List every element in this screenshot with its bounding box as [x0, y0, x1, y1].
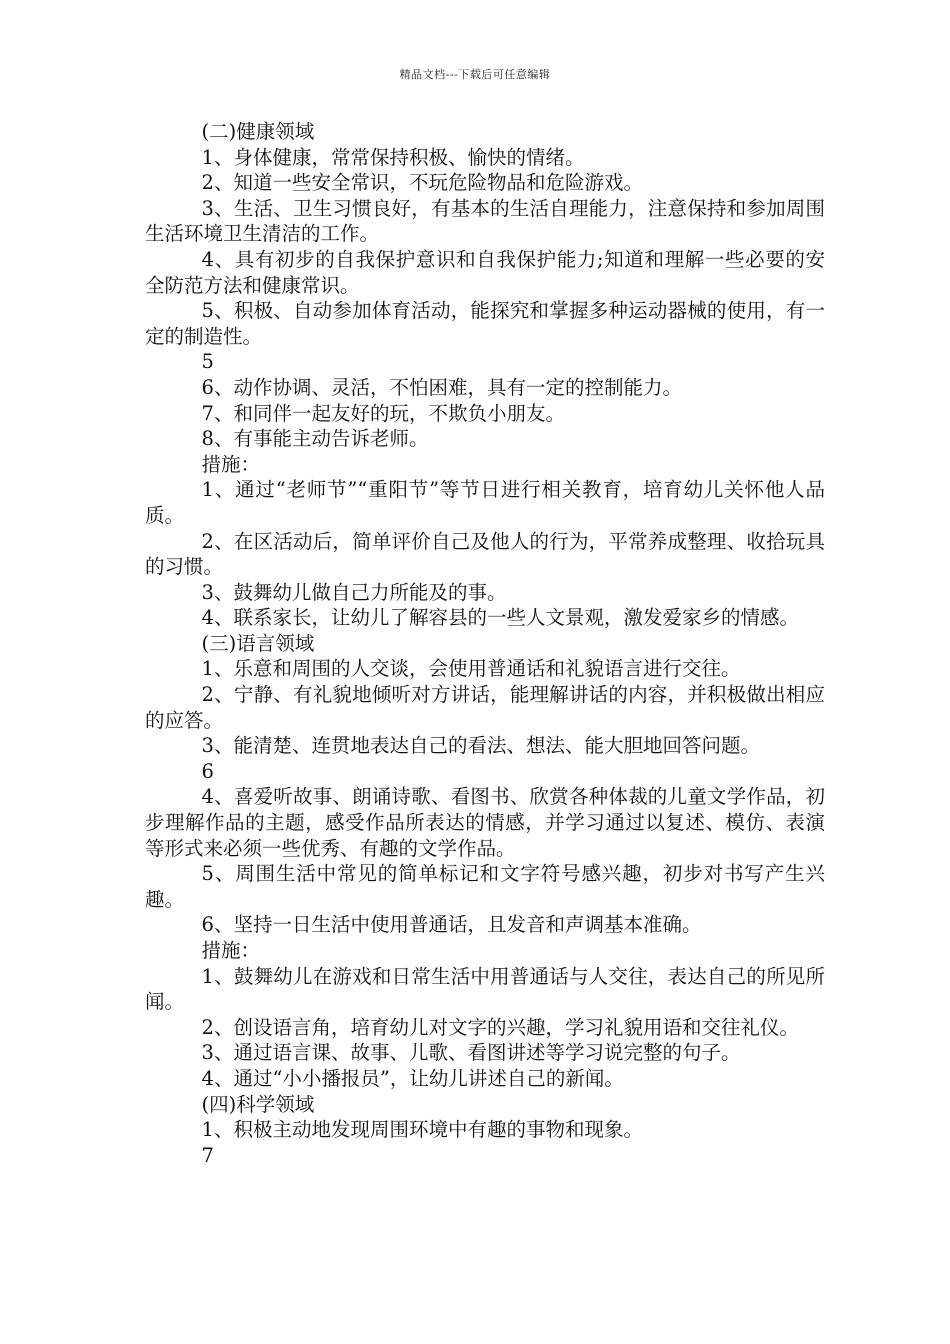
measures-heading: 措施： — [201, 452, 261, 476]
health-measure-3: 3、鼓舞幼儿做自己力所能及的事。 — [201, 580, 507, 604]
language-measure-4: 4、通过“小小播报员”，让幼儿讲述自己的新闻。 — [201, 1066, 624, 1090]
health-goal-6: 6、动作协调、灵活，不怕困难，具有一定的控制能力。 — [201, 375, 682, 399]
health-measure-4: 4、联系家长，让幼儿了解容县的一些人文景观，激发爱家乡的情感。 — [201, 606, 799, 630]
science-goal-1: 1、积极主动地发现周围环境中有趣的事物和现象。 — [201, 1118, 643, 1142]
measures-heading: 措施： — [201, 939, 261, 962]
health-goal-7: 7、和同伴一起友好的玩，不欺负小朋友。 — [201, 401, 565, 425]
health-goal-2: 2、知道一些安全常识，不玩危险物品和危险游戏。 — [201, 171, 643, 195]
section-heading-science: (四)科学领域 — [201, 1092, 315, 1116]
language-goal-6: 6、坚持一日生活中使用普通话，且发音和声调基本准确。 — [201, 913, 702, 937]
language-goal-4: 4、喜爱听故事、朗诵诗歌、看图书、欣赏各种体裁的儿童文学作品，初步理解作品的主题，感受作品所表达的情感，并学习通过以复述、模仿、表演等形式来必须一些优秀、有趣的文学作品。 — [145, 785, 825, 860]
page-number: 7 — [201, 1143, 214, 1167]
document-body — [145, 119, 825, 1168]
section-heading-health: (二)健康领域 — [201, 120, 315, 143]
health-goal-3: 3、生活、卫生习惯良好，有基本的生活自理能力，注意保持和参加周围生活环境卫生清洁的工作。 — [145, 196, 825, 246]
page-number: 6 — [201, 759, 214, 783]
language-goal-5: 5、周围生活中常见的简单标记和文字符号感兴趣，初步对书写产生兴趣。 — [145, 862, 825, 911]
language-measure-3: 3、通过语言课、故事、儿歌、看图讲述等学习说完整的句子。 — [201, 1041, 741, 1065]
health-goal-5: 5、积极、自动参加体育活动，能探究和掌握多种运动器械的使用，有一定的制造性。 — [145, 299, 825, 348]
language-goal-1: 1、乐意和周围的人交谈，会使用普通话和礼貌语言进行交往。 — [201, 657, 741, 681]
health-measure-1: 1、通过“老师节”“重阳节”等节日进行相关教育，培育幼儿关怀他人品质。 — [145, 478, 825, 527]
language-measure-2: 2、创设语言角，培育幼儿对文字的兴趣，学习礼貌用语和交往礼仪。 — [201, 1015, 799, 1039]
page-number: 5 — [201, 350, 214, 374]
health-goal-4: 4、具有初步的自我保护意识和自我保护能力;知道和理解一些必要的安全防范方法和健康常识。 — [145, 247, 825, 297]
language-goal-2: 2、宁静、有礼貌地倾听对方讲话，能理解讲话的内容，并积极做出相应的应答。 — [145, 683, 825, 732]
document-header: 精品文档---下载后可任意编辑 — [399, 68, 551, 81]
language-goal-3: 3、能清楚、连贯地表达自己的看法、想法、能大胆地回答问题。 — [201, 734, 760, 758]
health-goal-1: 1、身体健康，常常保持积极、愉快的情绪。 — [201, 145, 585, 169]
health-measure-2: 2、在区活动后，简单评价自己及他人的行为，平常养成整理、收拾玩具的习惯。 — [145, 529, 825, 579]
section-heading-language: (三)语言领域 — [201, 631, 315, 655]
language-measure-1: 1、鼓舞幼儿在游戏和日常生活中用普通话与人交往，表达自己的所见所闻。 — [145, 964, 825, 1014]
health-goal-8: 8、有事能主动告诉老师。 — [201, 427, 429, 451]
